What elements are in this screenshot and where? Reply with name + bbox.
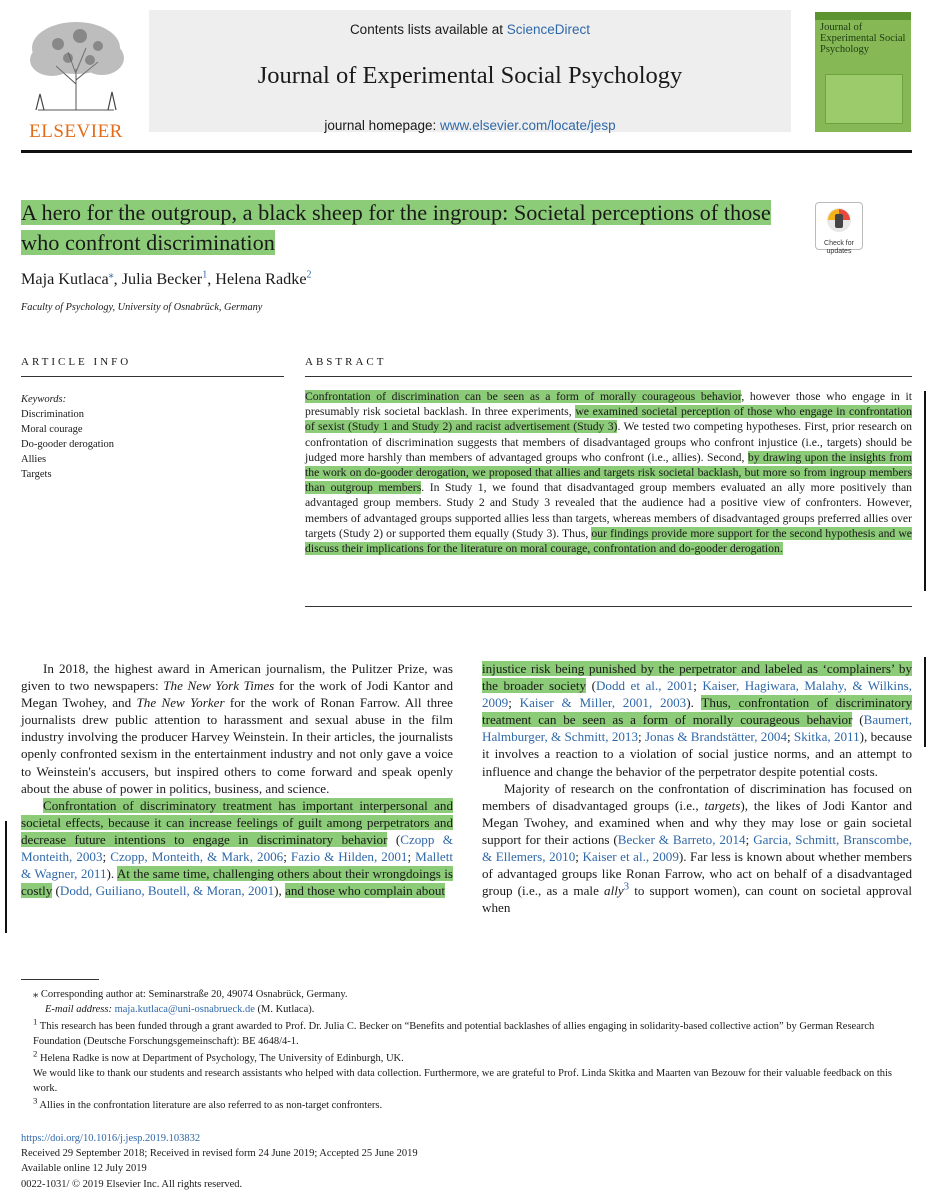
text-span: ), [274, 883, 286, 899]
abstract-text [305, 389, 912, 556]
text-span: ; [283, 849, 291, 865]
cover-band [815, 12, 911, 20]
author-mark[interactable]: 2 [306, 269, 312, 281]
keyword: Moral courage [21, 424, 83, 435]
body-paragraph [21, 797, 453, 900]
keywords-block [21, 392, 114, 482]
text-span: ; [693, 678, 703, 694]
footnote [21, 1003, 912, 1018]
article-info-heading: ARTICLE INFO [21, 356, 132, 368]
check-updates-label: Check for updates [824, 240, 854, 255]
text-span: ; [407, 849, 416, 865]
author-mark[interactable]: 1 [202, 269, 208, 281]
text-span: to support women), can count on societal approval when [482, 883, 912, 916]
citation-link[interactable]: Jonas & Brandstätter, 2004 [644, 729, 787, 745]
citation-link[interactable]: Becker & Barreto, 2014 [617, 831, 746, 847]
homepage-link[interactable]: www.elsevier.com/locate/jesp [440, 118, 616, 133]
citation-link[interactable]: Skitka, 2011 [793, 729, 860, 745]
abstract-highlight: we examined societal perception of those who engage in confrontation of sexist (Study 1 and Study 2) and racist advertisement (Study 3) [305, 405, 912, 434]
citation-link[interactable]: Fazio & Hilden, 2001 [290, 849, 408, 865]
cover-title: Journal of Experimental Social Psychology [820, 22, 906, 55]
citation-link[interactable]: Dodd, Guiliano, Boutell, & Moran, 2001 [59, 883, 275, 899]
footnote: We would like to thank our students and research assistants who helped with data collection. Furthermore, we are grateful to Prof. Linda Skitka and Maarten van Bezouw for their valuable feedback on this work. [33, 1067, 893, 1094]
article-title [21, 198, 801, 258]
citation-link[interactable]: Kaiser, Hagiwara, Malahy, & Wilkins, 2009 [482, 678, 912, 711]
change-bar [924, 391, 926, 591]
text-span: ). Far less is known about whether members of advantaged groups like Ronan Farrow, who act on behalf of a disadvantaged group (i.e., as a male [482, 849, 912, 899]
footnote-mark: ⁎ [33, 989, 39, 1000]
highlight-span: Thus, confrontation of discriminatory treatment can be seen as a form of morally courageous behavior [482, 695, 913, 728]
body-paragraph [482, 660, 912, 780]
footnote-mark: 3 [33, 1095, 38, 1106]
footnote [21, 988, 912, 1003]
text-span: ), the likes of Jodi Kantor and Megan Twohey, and examined when and why they may lose or gain societal support for their actions ( [482, 797, 912, 847]
affiliation: Faculty of Psychology, University of Osnabrück, Germany [21, 302, 263, 313]
header-rule [21, 150, 912, 153]
available-online: Available online 12 July 2019 [21, 1163, 147, 1175]
text-span: The New York Times [163, 678, 275, 694]
body-column-left [21, 660, 453, 899]
abstract-span: . We tested two competing hypotheses. First, prior research on confrontation of discrimination suggests that members of disadvantaged groups who confront injustice (i.e., targets) should be judged more harshly than members of advantaged groups who confront (i.e., allies). Second, [305, 420, 913, 464]
footnote [21, 1016, 912, 1049]
body-paragraph [21, 660, 453, 797]
text-span: ; [638, 729, 645, 745]
contents-prefix: Contents lists available at [349, 22, 507, 37]
abstract-highlight: Confrontation of discrimination can be seen as a form of morally courageous behavior [305, 390, 742, 403]
highlight-span: and those who complain about [285, 883, 446, 899]
keyword: Allies [21, 454, 47, 465]
author-name[interactable]: Maja Kutlaca [21, 270, 109, 288]
publisher-name: ELSEVIER [29, 121, 123, 142]
footnote [21, 1048, 912, 1067]
email-label: E-mail address: [45, 1003, 115, 1015]
author-name[interactable]: Julia Becker [121, 270, 203, 288]
text-span: targets [704, 797, 741, 813]
footnote-mark: 1 [33, 1016, 38, 1027]
text-span: The New Yorker [136, 695, 225, 711]
article-title-text: A hero for the outgroup, a black sheep for the ingroup: Societal perceptions of those who confront discrimination [21, 200, 771, 255]
elsevier-tree-icon [18, 14, 134, 114]
abstract-bottom-rule [305, 606, 912, 607]
highlight-span: At the same time, challenging others about their wrongdoings is costly [21, 866, 453, 899]
text-span: ; [508, 695, 520, 711]
citation-link[interactable]: Dodd et al., 2001 [595, 678, 694, 694]
text-span: ). [106, 866, 117, 882]
highlight-span: injustice risk being punished by the perpetrator and labeled as ‘complainers’ by the broader society [482, 661, 912, 694]
homepage-line [149, 118, 791, 133]
received-dates: Received 29 September 2018; Received in revised form 24 June 2019; Accepted 25 June 2019 [21, 1148, 418, 1160]
check-updates-icon [824, 206, 854, 234]
text-span: ( [586, 678, 596, 694]
footnote-text: This research has been funded through a grant awarded to Prof. Dr. Julia C. Becker on “Benefits and potential backlashes of allies engaging in solidarity-based collective action” by German Research Foundation (Deutsche Forschungsgemeinschaft): BE 4648/4-1. [33, 1021, 875, 1047]
contents-line [149, 22, 791, 37]
text-span: ( [852, 712, 864, 728]
text-span: Majority of research on the confrontation of discrimination has focused on members of disadvantaged groups (i.e., [482, 780, 912, 813]
citation-link[interactable]: Kaiser & Miller, 2001, 2003 [519, 695, 687, 711]
text-span: for the work of Jodi Kantor and Megan Twohey, and [21, 678, 454, 711]
footnote-text: (M. Kutlaca). [254, 1003, 315, 1015]
text-span: ; [102, 849, 111, 865]
doi-link[interactable]: https://doi.org/10.1016/j.jesp.2019.103832 [21, 1133, 201, 1144]
article-history [21, 1131, 418, 1192]
cover-art [825, 74, 903, 124]
abstract-span: . In Study 1, we found that disadvantaged group members evaluated an ally more positively than advantaged group members. Study 2 and Study 3 revealed that the audience had a positive view of confronters. However, members of advantaged groups supported allies less than targets, whereas members of disadvantaged groups preferred allies over targets (Study 2) or supported them equally (Study 3). Thus, [305, 481, 912, 540]
footnote-rule [21, 979, 99, 980]
keywords-label: Keywords: [21, 394, 67, 405]
abstract-span: , however those who engage in it presumably risk societal backlash. In three experiments, [305, 390, 912, 419]
citation-link[interactable]: Czopp & Monteith, 2003 [21, 831, 453, 865]
sciencedirect-link[interactable]: ScienceDirect [506, 22, 591, 37]
citation-link[interactable]: Baumert, Halmburger, & Schmitt, 2013 [482, 712, 912, 745]
text-span: ; [575, 849, 583, 865]
check-for-updates-button[interactable] [815, 202, 863, 255]
citation-link[interactable]: Czopp, Monteith, & Mark, 2006 [110, 849, 284, 865]
text-span: ( [52, 883, 60, 899]
footnote [21, 1095, 912, 1114]
change-bar [5, 821, 7, 933]
text-span: for the work of Ronan Farrow. All three journalists drew public attention to harassment and sexual abuse in the film industry involving the producer Harvey Weinstein. In their articles, the journalists openly confronted sexism in the entertainment industry and not only gave a voice to Weinstein's accusers, but inspired others to come forward and speak openly about the abuse of power in politics, business, and science. [21, 695, 453, 796]
text-span: ). [686, 695, 702, 711]
copyright: 0022-1031/ © 2019 Elsevier Inc. All rights reserved. [21, 1178, 243, 1190]
abstract-highlight: our findings provide more support for the second hypothesis and we discuss their implications for the literature on moral courage, confrontation and do-gooder derogation. [305, 526, 912, 556]
author-name[interactable]: Helena Radke [215, 270, 307, 288]
text-span: ; [745, 831, 754, 847]
body-column-right [482, 660, 912, 916]
citation-link[interactable]: Kaiser et al., 2009 [582, 849, 679, 865]
footnote-mark: 2 [33, 1048, 38, 1059]
body-paragraph [482, 780, 912, 917]
abstract-rule [305, 376, 912, 377]
text-span: ( [387, 831, 401, 847]
abstract-heading: ABSTRACT [305, 356, 387, 368]
author-mark[interactable]: ⁎ [108, 269, 114, 281]
elsevier-logo [18, 14, 134, 142]
text-span: ally [604, 883, 624, 899]
footnotes [21, 988, 912, 1117]
text-span: In 2018, the highest award in American journalism, the Pulitzer Prize, was given to two newspapers: [21, 661, 453, 694]
citation-link[interactable]: Mallett & Wagner, 2011 [21, 849, 453, 882]
footnote-ref[interactable]: 3 [623, 880, 630, 893]
keyword: Targets [21, 469, 52, 480]
journal-cover [815, 12, 911, 132]
abstract-highlight: by drawing upon the insights from the work on do-gooder derogation, we proposed that allies and targets risk societal backlash, but more so from ingroup members than outgroup members [305, 450, 912, 495]
footnote-text: Allies in the confrontation literature are also referred to as non-target confronters. [37, 1100, 383, 1112]
homepage-prefix: journal homepage: [324, 118, 440, 133]
citation-link[interactable]: Garcia, Schmitt, Branscombe, & Ellemers, 2010 [482, 831, 912, 865]
text-span: ), because it involves a reaction to a violation of social justice norms, and an attempt to influence and change the behavior of the perpetrator despite potential costs. [482, 729, 913, 779]
highlight-span: Confrontation of discriminatory treatment has important interpersonal and societal effects, because it can increase feelings of guilt among perpetrators and decrease future intentions to engage in discriminatory behavior [21, 797, 453, 847]
change-bar [924, 657, 926, 747]
footnote-text: Helena Radke is now at Department of Psychology, The University of Edinburgh, UK. [37, 1053, 404, 1065]
text-span: ; [787, 729, 794, 745]
journal-title: Journal of Experimental Social Psychology [257, 62, 683, 89]
keyword: Discrimination [21, 409, 84, 420]
keyword: Do-gooder derogation [21, 439, 115, 450]
footnote-text: Corresponding author at: Seminarstraße 20, 49074 Osnabrück, Germany. [38, 989, 348, 1000]
masthead [149, 10, 791, 132]
email-link[interactable]: maja.kutlaca@uni-osnabrueck.de [114, 1003, 255, 1015]
author-list: Maja Kutlaca⁎, Julia Becker$^1$, Helena Radke$^2$ [21, 269, 312, 288]
article-info-rule [21, 376, 284, 377]
